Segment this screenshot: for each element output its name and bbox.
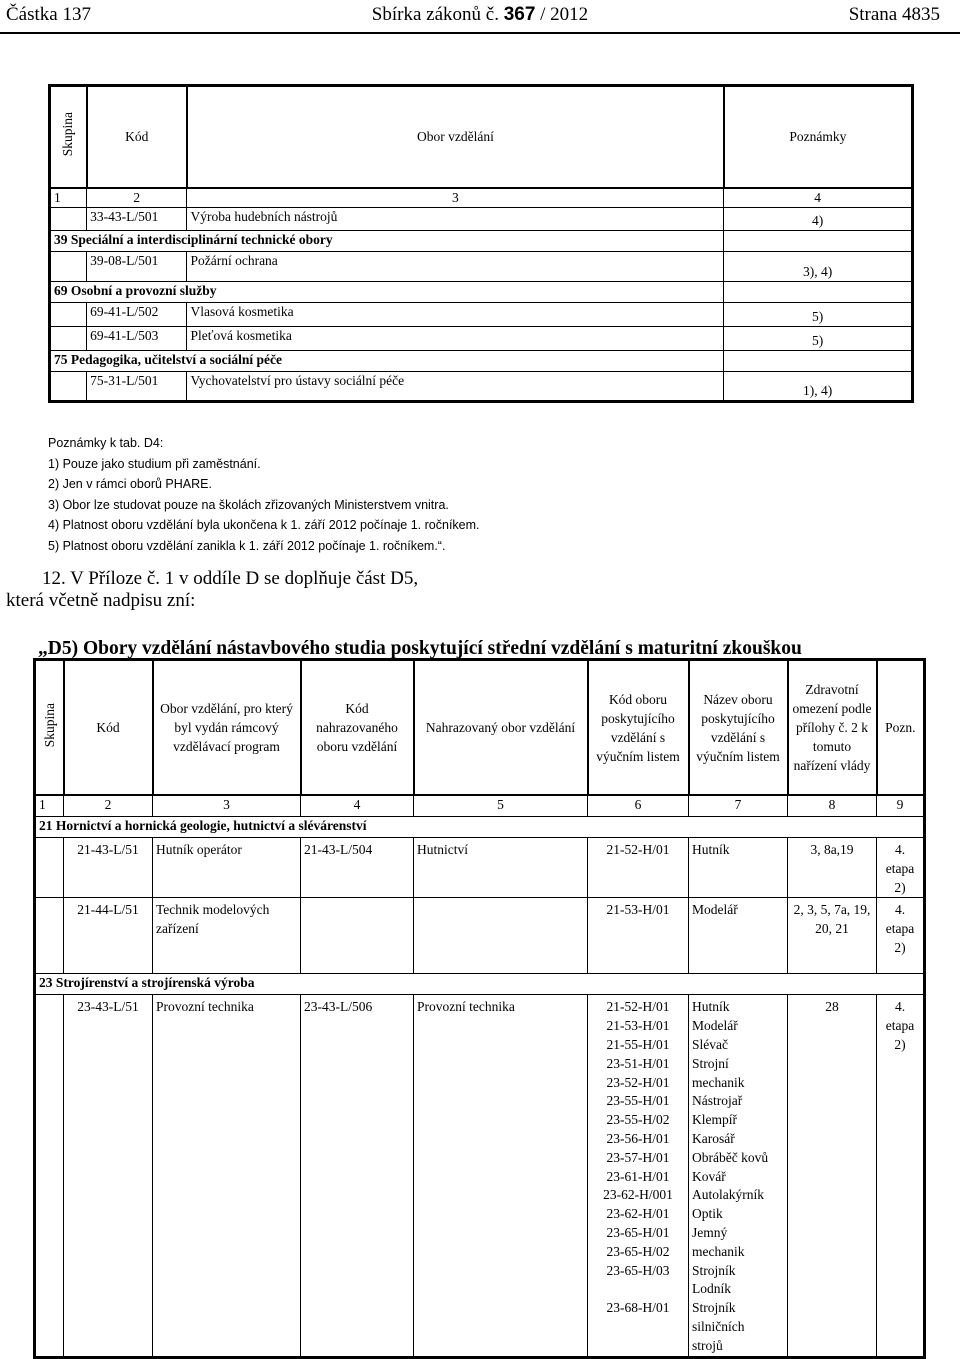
part-number: Částka 137	[6, 4, 91, 25]
list-item: 21-52-H/01	[606, 999, 670, 1015]
law-number: 367	[503, 4, 536, 25]
list-item: 23-52-H/01	[606, 1074, 670, 1090]
header-kod: Kód	[87, 86, 187, 189]
list-item: 21-53-H/01	[606, 1018, 670, 1034]
note-item: 2) Jen v rámci oborů PHARE.	[48, 477, 212, 491]
group-row: 39 Speciální a interdisciplinární technické obory	[50, 231, 913, 252]
list-item: 23-62-H/001	[603, 1187, 673, 1203]
header-kod-nahrazovaneho: Kód nahrazovaného oboru vzdělání	[301, 660, 414, 796]
header-obor: Obor vzdělání	[187, 86, 724, 189]
list-item: 23-62-H/01	[606, 1206, 670, 1222]
list-item: Nástrojař	[692, 1093, 743, 1109]
list-item: Jemný	[692, 1224, 728, 1240]
list-item: Klempíř	[692, 1112, 737, 1128]
header-nazev-poskytujiciho: Název oboru poskytujícího vzdělání s výučním listem	[689, 660, 788, 796]
list-item: Karosář	[692, 1130, 735, 1146]
header-poznamky: Poznámky	[724, 86, 913, 189]
table-d5	[33, 658, 926, 1359]
table-row: 69-41-L/503 Pleťová kosmetika 5)	[50, 327, 913, 351]
list-item: mechanik	[692, 1243, 745, 1259]
amendment-paragraph: 12. V Příloze č. 1 v oddíle D se doplňuje část D5, která včetně nadpisu zní:	[6, 568, 419, 611]
list-item: Obráběč kovů	[692, 1149, 769, 1165]
table-row: 21-44-L/51 Technik modelových zařízení 21-53-H/01 Modelář 2, 3, 5, 7a, 19, 20, 21 4. etapa 2)	[35, 898, 925, 974]
list-item: Slévač	[692, 1036, 728, 1052]
table-row: 39-08-L/501 Požární ochrana 3), 4)	[50, 252, 913, 282]
list-item: Kovář	[692, 1168, 726, 1184]
header-obor: Obor vzdělání, pro který byl vydán rámcový vzdělávací program	[153, 660, 301, 796]
list-item: 23-65-H/01	[606, 1224, 670, 1240]
list-item: silničních	[692, 1318, 745, 1334]
table-header-row	[35, 660, 925, 796]
notes-title: Poznámky k tab. D4:	[48, 436, 164, 450]
group-row: 23 Strojírenství a strojírenská výroba	[35, 974, 925, 995]
header-poznamka: Pozn.	[877, 660, 925, 796]
nazev-posk-list	[689, 995, 788, 1357]
page-header	[0, 0, 960, 34]
group-row: 69 Osobní a provozní služby	[50, 282, 913, 303]
header-kod-poskytujiciho: Kód oboru poskytujícího vzdělání s výučním listem	[588, 660, 689, 796]
list-item: Strojník	[692, 1262, 736, 1278]
table-d5-title: „D5) Obory vzdělání nástavbového studia poskytující střední vzdělání s maturitní zkouškou	[38, 638, 802, 659]
header-skupina: Skupina	[35, 660, 64, 796]
list-item: 23-65-H/03	[606, 1262, 670, 1278]
list-item: strojů	[692, 1337, 723, 1353]
collection-title: Sbírka zákonů č. 367 / 2012	[371, 4, 589, 25]
table-row: 33-43-L/501 Výroba hudebních nástrojů 4)	[50, 208, 913, 231]
list-item: 23-51-H/01	[606, 1055, 670, 1071]
table-row: 23-43-L/51 Provozní technika 23-43-L/506 Provozní technika 21-52-H/01 21-53-H/01 21-55-H/01 23-51-H/01 23-52-H/01 23-55-H/01 23-55-H/02 23-56-H/01 23-57-H/01 23-61-H/01 23-62-H/001 23-62-H/01 23-65-H/01 23-65-H/02 23-65-H/03 23-68-H/01 Hutník Modelář Slévač Strojní mechanik Nástrojař Klempíř Karosář Obráběč kovů Kovář Autolakýrník Optik Jemný mechanik Strojník Lodník Strojník silničních strojů 28 4. etapa 2)	[35, 995, 925, 1357]
list-item: Strojník	[692, 1300, 736, 1316]
list-item: 23-65-H/02	[606, 1243, 670, 1259]
table-notes	[48, 433, 480, 556]
list-item: Hutník	[692, 999, 730, 1015]
header-skupina: Skupina	[50, 86, 87, 189]
list-item: Strojní	[692, 1055, 729, 1071]
list-item: Modelář	[692, 1018, 738, 1034]
list-item: Lodník	[692, 1281, 731, 1297]
table-header-row	[50, 86, 913, 189]
header-nahrazovany-obor: Nahrazovaný obor vzdělání	[414, 660, 588, 796]
group-row: 75 Pedagogika, učitelství a sociální péče	[50, 351, 913, 372]
list-item	[591, 1280, 685, 1299]
list-item: 23-68-H/01	[606, 1300, 670, 1316]
list-item: 21-55-H/01	[606, 1036, 670, 1052]
table-row: 69-41-L/502 Vlasová kosmetika 5)	[50, 303, 913, 327]
list-item: 23-56-H/01	[606, 1130, 670, 1146]
list-item: Optik	[692, 1206, 723, 1222]
list-item: 23-61-H/01	[606, 1168, 670, 1184]
kod-posk-list	[588, 995, 689, 1357]
note-item: 1) Pouze jako studium při zaměstnání.	[48, 456, 261, 471]
note-item: 5) Platnost oboru vzdělání zanikla k 1. září 2012 počínaje 1. ročníkem.“.	[48, 538, 446, 553]
table-d4-continuation	[48, 84, 914, 403]
column-numbers-row: 1 2 3 4 5 6 7 8 9	[35, 795, 925, 817]
list-item: 23-55-H/01	[606, 1093, 670, 1109]
column-numbers-row: 1 2 3 4	[50, 188, 913, 208]
list-item: mechanik	[692, 1074, 745, 1090]
list-item: 23-57-H/01	[606, 1149, 670, 1165]
list-item: Autolakýrník	[692, 1187, 764, 1203]
table-row: 75-31-L/501 Vychovatelství pro ústavy sociální péče 1), 4)	[50, 372, 913, 402]
page-number: Strana 4835	[848, 4, 940, 25]
list-item: 23-55-H/02	[606, 1112, 670, 1128]
table-row: 21-43-L/51 Hutník operátor 21-43-L/504 Hutnictví 21-52-H/01 Hutník 3, 8a,19 4. etapa 2)	[35, 838, 925, 898]
note-item: 4) Platnost oboru vzdělání byla ukončena k 1. září 2012 počínaje 1. ročníkem.	[48, 518, 480, 532]
group-row: 21 Hornictví a hornická geologie, hutnictví a slévárenství	[35, 817, 925, 838]
header-kod: Kód	[64, 660, 153, 796]
header-zdravotni-omezeni: Zdravotní omezení podle přílohy č. 2 k tomuto nařízení vlády	[788, 660, 877, 796]
note-item: 3) Obor lze studovat pouze na školách zřizovaných Ministerstvem vnitra.	[48, 497, 449, 512]
